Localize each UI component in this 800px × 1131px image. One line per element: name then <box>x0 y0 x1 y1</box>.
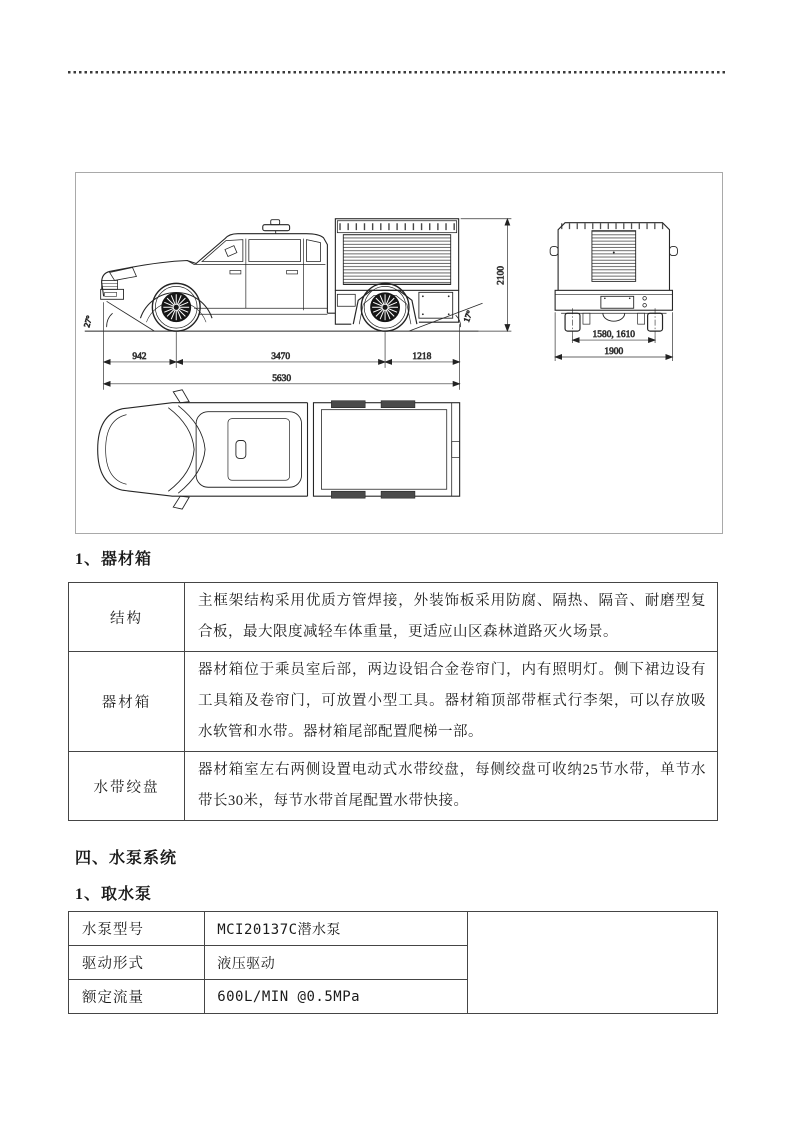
row-value: 液压驱动 <box>205 946 467 980</box>
row-label: 水带绞盘 <box>69 752 185 821</box>
row-label: 器材箱 <box>69 652 185 752</box>
row-label: 水泵型号 <box>69 912 205 946</box>
row-label: 额定流量 <box>69 980 205 1014</box>
row-content: 主框架结构采用优质方管焊接，外装饰板采用防腐、隔热、隔音、耐磨型复合板，最大限度减轻车体重量，更适应山区森林道路灭火场景。 <box>185 583 718 652</box>
table-row <box>69 652 718 752</box>
pump-section-heading: 四、水泵系统 <box>75 850 178 867</box>
intake-pump-table <box>68 911 718 1014</box>
row-value: 600L/MIN @0.5MPa <box>205 980 467 1014</box>
side-view <box>85 219 479 331</box>
dim-rear-overhang: 1218 <box>412 351 432 362</box>
rear-view-dimensions <box>555 312 672 361</box>
equipment-section-heading: 1、器材箱 <box>75 551 153 568</box>
departure-angle-label: 17° <box>461 308 475 324</box>
empty-cell <box>467 912 717 1014</box>
rear-view <box>550 223 677 335</box>
vehicle-technical-drawing <box>76 173 720 531</box>
dim-height: 2100 <box>496 265 507 285</box>
row-content: 器材箱位于乘员室后部，两边设铝合金卷帘门，内有照明灯。侧下裙边设有工具箱及卷帘门，可放置小型工具。器材箱顶部带框式行李架，可以存放吸水软管和水带。器材箱尾部配置爬梯一部。 <box>185 652 718 752</box>
table-row <box>69 752 718 821</box>
row-content: 器材箱室左右两侧设置电动式水带绞盘，每侧绞盘可收纳25节水带，单节水带长30米，每节水带首尾配置水带快接。 <box>185 752 718 821</box>
intake-pump-subheading: 1、取水泵 <box>75 886 153 903</box>
top-view <box>98 390 460 509</box>
approach-angle-label: 27° <box>81 314 95 329</box>
vehicle-drawing-frame <box>75 172 723 534</box>
table-row <box>69 583 718 652</box>
page-divider-dashed <box>68 71 725 74</box>
dim-wheelbase: 3470 <box>271 351 291 362</box>
row-label: 驱动形式 <box>69 946 205 980</box>
row-label: 结构 <box>69 583 185 652</box>
dim-front-overhang: 942 <box>132 351 147 362</box>
equipment-table <box>68 582 718 821</box>
dim-rear-width: 1900 <box>604 346 624 357</box>
dim-total-length: 5630 <box>272 373 292 384</box>
dim-rear-track: 1580, 1610 <box>592 330 636 341</box>
row-value: MCI20137C潜水泵 <box>205 912 467 946</box>
table-row <box>69 912 718 946</box>
